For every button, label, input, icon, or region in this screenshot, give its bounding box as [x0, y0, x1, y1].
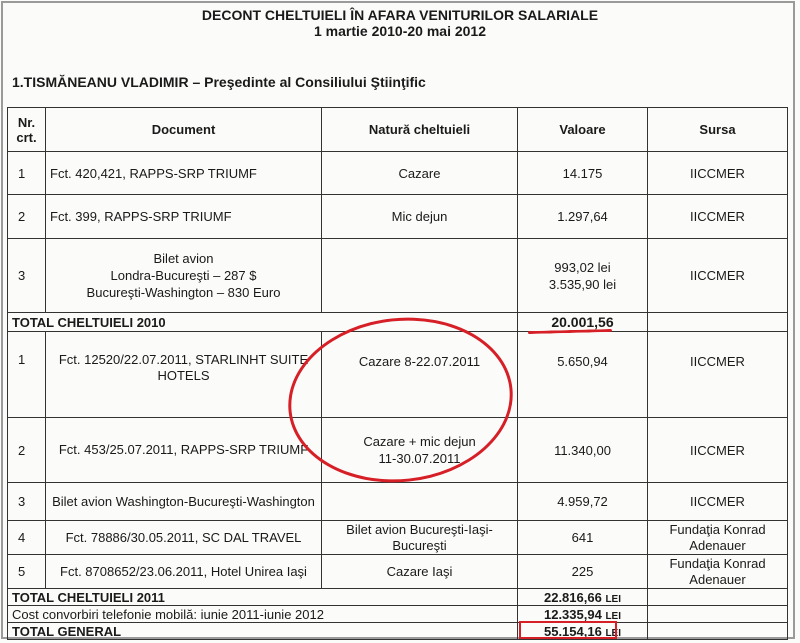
header-document: Document — [46, 108, 322, 152]
row-nr: 3 — [8, 239, 46, 313]
header-nature: Natură cheltuieli — [322, 108, 518, 152]
table-row — [8, 332, 788, 418]
phone-cost-row — [8, 606, 788, 623]
phone-cost-value: 12.335,94 — [543, 606, 602, 622]
total-2010-label: TOTAL CHELTUIELI 2010 — [8, 313, 518, 332]
table-row — [8, 195, 788, 239]
row-value: 993,02 lei 3.535,90 lei — [518, 239, 648, 313]
row-document: Fct. 12520/22.07.2011, STARLINHT SUITE HOTELS — [46, 332, 322, 418]
table-row — [8, 483, 788, 521]
total-2011-label: TOTAL CHELTUIELI 2011 — [8, 589, 518, 606]
row-source: IICCMER — [648, 418, 788, 483]
phone-cost-label: Cost convorbiri telefonie mobilă: iunie 2011-iunie 2012 — [8, 606, 518, 623]
row-source: IICCMER — [648, 332, 788, 418]
row-document: Bilet avion Washington-Bucureşti-Washington — [46, 483, 322, 521]
total-2011-source — [648, 589, 788, 606]
row-source: IICCMER — [648, 239, 788, 313]
table-row — [8, 418, 788, 483]
phone-cost-value-cell — [518, 606, 648, 623]
row-document: Fct. 8708652/23.06.2011, Hotel Unirea Iaşi — [46, 555, 322, 589]
total-2010-value: 20.001,56 — [518, 313, 648, 332]
total-general-label: TOTAL GENERAL — [8, 623, 518, 640]
row-document: Fct. 453/25.07.2011, RAPPS-SRP TRIUMF — [46, 418, 322, 483]
row-nature — [322, 239, 518, 313]
row-nr: 1 — [8, 332, 46, 418]
row-nature: Cazare + mic dejun 11-30.07.2011 — [322, 418, 518, 483]
row-value: 5.650,94 — [518, 332, 648, 418]
total-general-row — [8, 623, 788, 640]
row-document: Fct. 399, RAPPS-SRP TRIUMF — [46, 195, 322, 239]
row-nr: 5 — [8, 555, 46, 589]
phone-cost-unit: LEI — [605, 610, 622, 622]
table-row — [8, 152, 788, 195]
total-general-unit: LEI — [605, 627, 622, 639]
table-row — [8, 555, 788, 589]
row-nr: 1 — [8, 152, 46, 195]
row-value: 225 — [518, 555, 648, 589]
row-value: 641 — [518, 521, 648, 555]
row-nature: Cazare Iaşi — [322, 555, 518, 589]
row-nature: Bilet avion Bucureşti-Iaşi-Bucureşti — [322, 521, 518, 555]
row-value: 14.175 — [518, 152, 648, 195]
total-general-source — [648, 623, 788, 640]
row-nr: 2 — [8, 195, 46, 239]
row-source: IICCMER — [648, 195, 788, 239]
row-nature: Cazare — [322, 152, 518, 195]
total-general-value: 55.154,16 — [543, 623, 602, 639]
document-title: DECONT CHELTUIELI ÎN AFARA VENITURILOR SALARIALE — [201, 7, 599, 23]
row-nr: 4 — [8, 521, 46, 555]
row-document: Bilet avion Londra-Bucureşti – 287 $ Bucureşti-Washington – 830 Euro — [46, 239, 322, 313]
total-2011-value-cell — [518, 589, 648, 606]
row-nature — [322, 483, 518, 521]
row-document: Fct. 420,421, RAPPS-SRP TRIUMF — [46, 152, 322, 195]
total-2010-source — [648, 313, 788, 332]
row-source: Fundaţia Konrad Adenauer — [648, 521, 788, 555]
table-row — [8, 239, 788, 313]
header-value: Valoare — [518, 108, 648, 152]
total-2011-unit: LEI — [605, 593, 622, 605]
row-value: 11.340,00 — [518, 418, 648, 483]
row-value: 4.959,72 — [518, 483, 648, 521]
total-2010-row — [8, 313, 788, 332]
table-header-row — [8, 108, 788, 152]
row-nr: 3 — [8, 483, 46, 521]
row-source: Fundaţia Konrad Adenauer — [648, 555, 788, 589]
document-period: 1 martie 2010-20 mai 2012 — [313, 23, 486, 39]
phone-cost-source — [648, 606, 788, 623]
row-nr: 2 — [8, 418, 46, 483]
row-source: IICCMER — [648, 483, 788, 521]
header-source: Sursa — [648, 108, 788, 152]
total-2011-value: 22.816,66 — [543, 589, 602, 605]
expense-table — [7, 107, 788, 640]
row-nature: Mic dejun — [322, 195, 518, 239]
row-source: IICCMER — [648, 152, 788, 195]
row-value: 1.297,64 — [518, 195, 648, 239]
row-document: Fct. 78886/30.05.2011, SC DAL TRAVEL — [46, 521, 322, 555]
total-general-value-cell — [518, 623, 648, 640]
total-2011-row — [8, 589, 788, 606]
section-heading: 1.TISMĂNEANU VLADIMIR – Preşedinte al Consiliului Ştiinţific — [12, 74, 426, 90]
header-nr: Nr. crt. — [8, 108, 46, 152]
table-row — [8, 521, 788, 555]
row-nature: Cazare 8-22.07.2011 — [322, 332, 518, 418]
